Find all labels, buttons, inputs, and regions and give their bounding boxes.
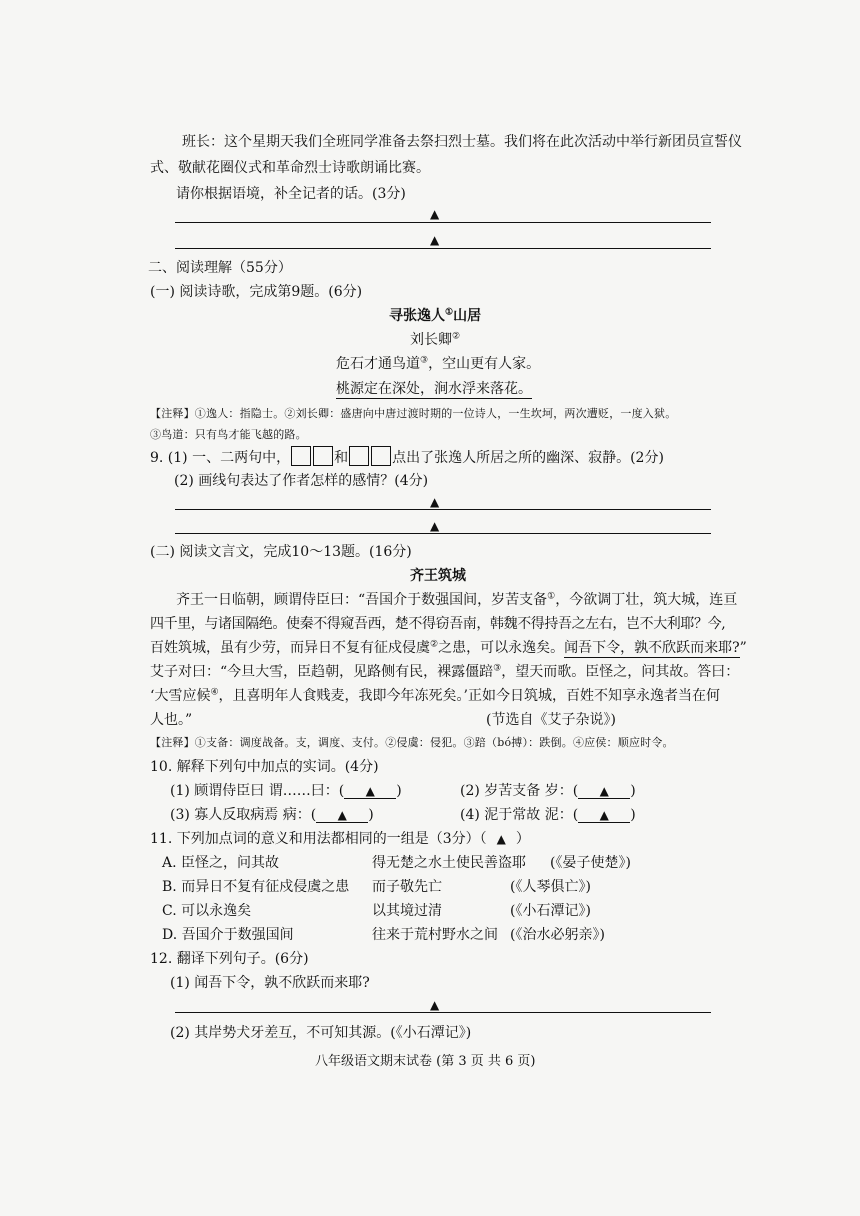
classical-line-1: 齐王一日临朝，顾谓侍臣曰：“吾国介于数强国间，岁苦支备①，今欲调丁壮，筑大城，连亘 [176, 591, 738, 608]
intro-line-2: 式、敬献花圈仪式和革命烈士诗歌朗诵比赛。 [150, 160, 430, 176]
option-c: C. 可以永逸矣 [162, 903, 252, 919]
question-12-item-2: (2) 其岸势犬牙差互，不可知其源。(《小石潭记》) [170, 1025, 472, 1041]
classical-source: (节选自《艾子杂说》) [486, 712, 616, 728]
answer-box[interactable] [349, 446, 369, 466]
question-9-1: 9. (1) 一、二两句中， 和 点出了张逸人所居之所的幽深、寂静。(2分) [150, 446, 664, 467]
answer-triangle: ▲ [430, 998, 440, 1012]
section-heading: 二、阅读理解（55分） [148, 260, 292, 276]
classical-line-2: 四千里，与诸国隔绝。使秦不得窥吾西，楚不得窃吾南，韩魏不得持吾之左右，岂不大利耶？今, [150, 616, 726, 632]
question-11-heading: 11. 下列加点词的意义和用法都相同的一组是（3分）（ ▲ ） [150, 831, 530, 847]
option-d: D. 吾国介于数强国间 [162, 927, 294, 943]
answer-box[interactable] [371, 446, 391, 466]
classical-line-6: 人也。” [150, 712, 193, 728]
poem-note-2: ③鸟道：只有鸟才能飞越的路。 [150, 428, 307, 441]
intro-line-1: 班长：这个星期天我们全班同学准备去祭扫烈士墓。我们将在此次活动中举行新团员宣誓仪 [182, 134, 742, 150]
answer-triangle: ▲ [430, 495, 440, 509]
answer-line[interactable] [175, 533, 711, 534]
part1-heading: (一) 阅读诗歌，完成第9题。(6分) [150, 284, 363, 300]
question-10-item: (1) 顾谓侍臣曰 谓……曰：( ▲ ) [170, 783, 402, 799]
answer-blank[interactable]: ▲ [578, 808, 630, 823]
question-9-2: (2) 画线句表达了作者怎样的感情？(4分) [174, 473, 429, 489]
answer-triangle: ▲ [430, 519, 440, 533]
answer-line[interactable] [175, 248, 711, 249]
answer-line[interactable] [175, 1012, 711, 1013]
classical-line-4: 艾子对曰：“今旦大雪，臣趋朝，见路侧有民，裸露僵踣③，望天而歌。臣怪之，问其故。答曰： [150, 663, 740, 680]
poem-line-2: 桃源定在深处，涧水浮来落花。 [336, 381, 532, 397]
page-footer: 八年级语文期末试卷 (第 3 页 共 6 页) [315, 1054, 536, 1069]
answer-blank[interactable]: ▲ [344, 784, 396, 799]
poem-note-1: 【注释】①逸人：指隐士。②刘长卿：盛唐向中唐过渡时期的一位诗人，一生坎坷，两次遭贬，一度入狱。 [150, 407, 677, 420]
question-10-item: (3) 寡人反取病焉 病：( ▲ ) [170, 807, 374, 823]
answer-box[interactable] [313, 446, 333, 466]
option-b: B. 而异日不复有征戍侵虞之患 [162, 879, 350, 895]
question-10-heading: 10. 解释下列句中加点的实词。(4分) [150, 759, 379, 775]
option-b-pair: 而子敬先亡 [372, 879, 442, 895]
answer-box[interactable] [291, 446, 311, 466]
classical-title: 齐王筑城 [410, 568, 466, 584]
poem-author: 刘长卿② [410, 331, 461, 348]
option-d-pair: 往来于荒村野水之间 [372, 927, 498, 943]
option-c-source: (《小石潭记》) [510, 903, 591, 919]
question-10-item: (4) 泥于常故 泥：( ▲ ) [460, 807, 636, 823]
answer-triangle: ▲ [430, 207, 440, 221]
answer-triangle: ▲ [430, 233, 440, 247]
poem-line-1: 危石才通鸟道③，空山更有人家。 [336, 355, 541, 372]
intro-prompt: 请你根据语境，补全记者的话。(3分) [176, 186, 406, 202]
option-a-source: (《晏子使楚》) [550, 855, 631, 871]
answer-blank[interactable]: ▲ [578, 784, 630, 799]
option-d-source: (《治水必躬亲》) [510, 927, 605, 943]
answer-line[interactable] [175, 222, 711, 223]
question-10-item: (2) 岁苦支备 岁：( ▲ ) [460, 783, 636, 799]
classical-note: 【注释】①支备：调度战备。支，调度、支付。②侵虞：侵犯。③踣（bó搏）：跌倒。④应侯：顺应时令。 [150, 736, 674, 749]
answer-blank[interactable]: ▲ [316, 808, 368, 823]
answer-line[interactable] [175, 509, 711, 510]
option-a-pair: 得无楚之水土使民善盗耶 [372, 855, 526, 871]
option-a: A. 臣怪之，问其故 [162, 855, 280, 871]
option-c-pair: 以其境过清 [372, 903, 442, 919]
question-12-heading: 12. 翻译下列句子。(6分) [150, 951, 309, 967]
poem-title: 寻张逸人①山居 [389, 307, 482, 324]
part2-heading: (二) 阅读文言文，完成10～13题。(16分) [150, 544, 412, 560]
answer-triangle[interactable]: ▲ [496, 832, 506, 846]
option-b-source: (《人琴俱亡》) [510, 879, 591, 895]
classical-line-5: ‘大雪应候④，且喜明年人食贱麦，我即今年冻死矣。’正如今日筑城，百姓不知享永逸者当在何 [150, 687, 720, 704]
question-12-item-1: (1) 闻吾下令，孰不欣跃而来耶? [170, 975, 370, 991]
classical-line-3: 百姓筑城，虽有少劳，而异日不复有征戍侵虞②之患，可以永逸矣。闻吾下令，孰不欣跃而来耶?” [150, 639, 747, 656]
